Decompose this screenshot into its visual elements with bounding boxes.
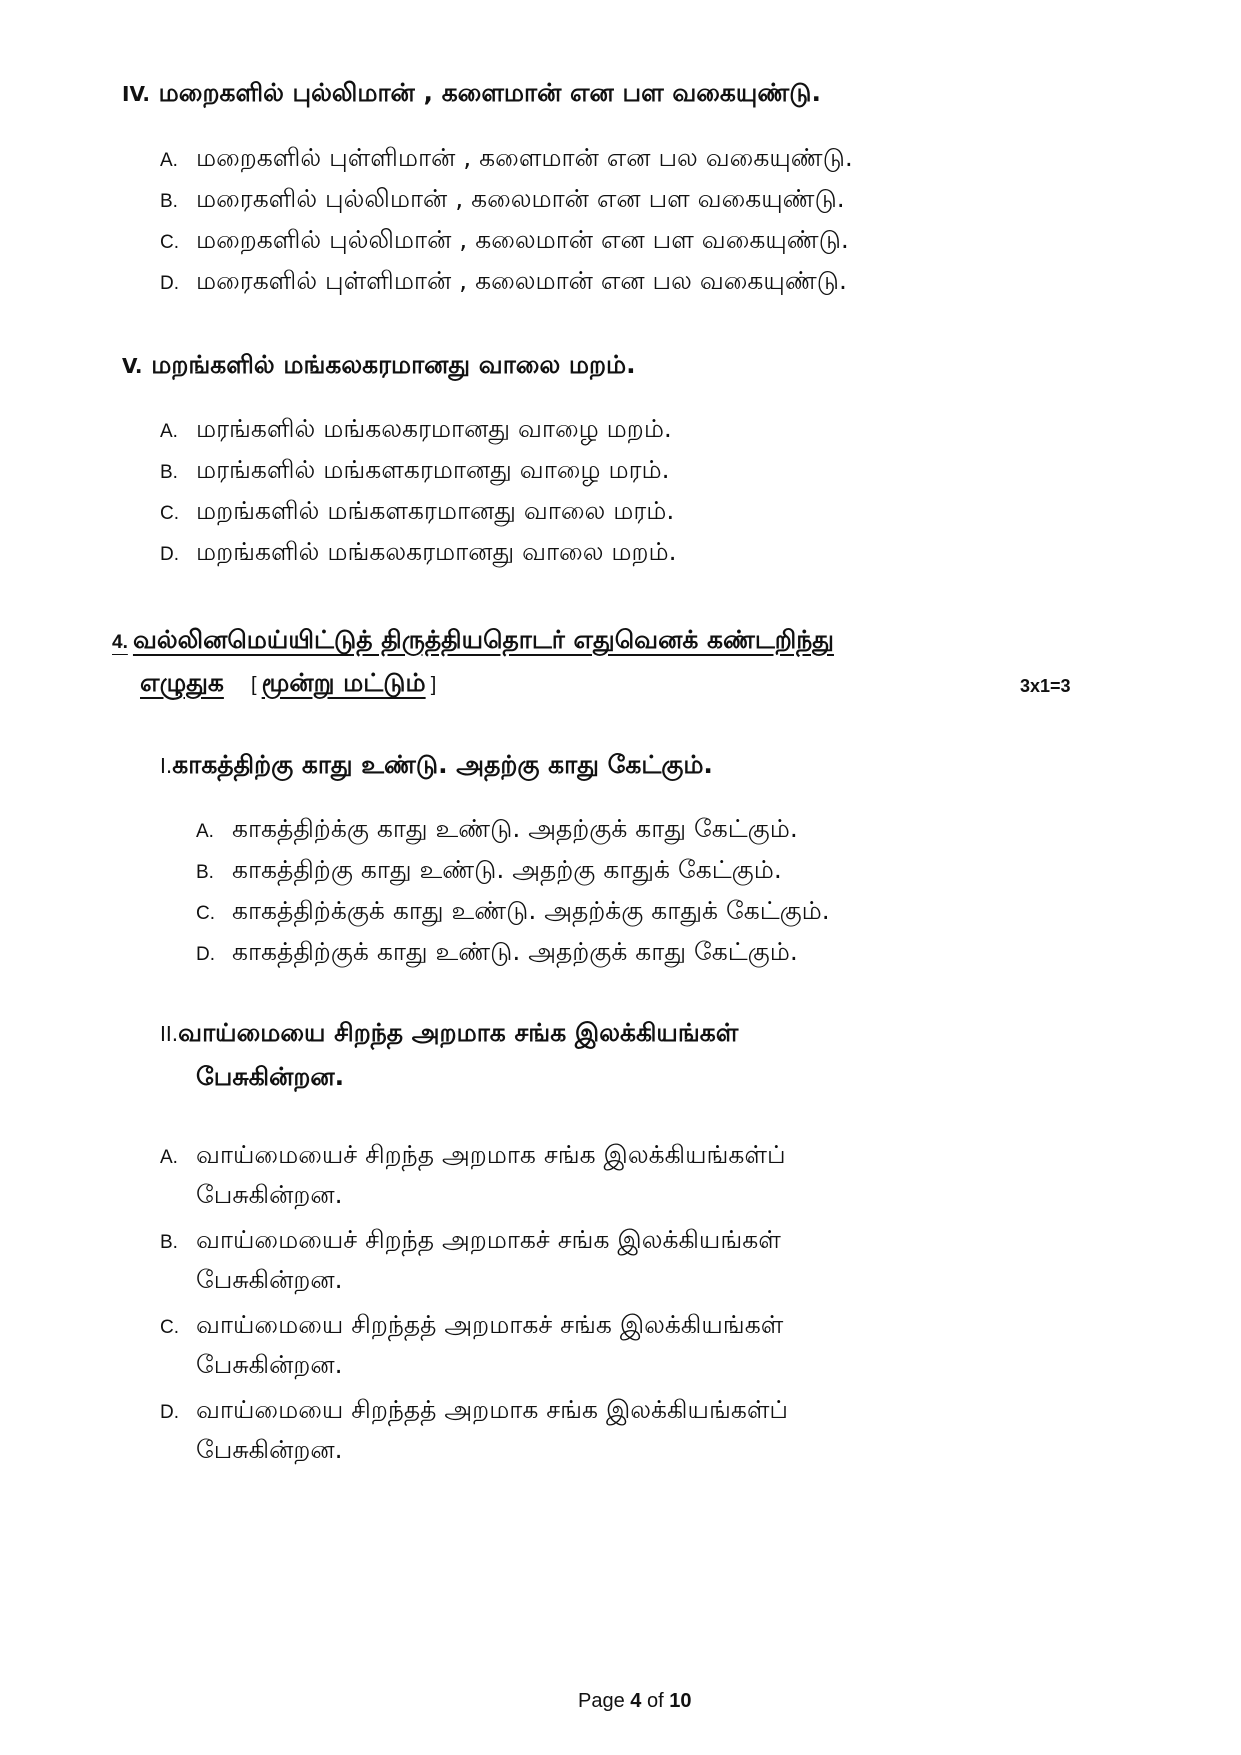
option-letter: A. [196,821,214,842]
option-a [160,1140,786,1173]
option-text: மறங்களில் மங்களகரமானது வாலை மரம். [196,496,675,525]
option-letter: B. [196,862,214,883]
option-letter: A. [160,150,178,171]
option-a [196,814,798,847]
option-text: மரைகளில் புல்லிமான் , கலைமான் என பள வகையுண்டு. [196,184,845,213]
question-text: மறங்களில் மங்கலகரமானது வாலை மறம். [151,350,636,379]
option-text: மரைகளில் புள்ளிமான் , கலைமான் என பல வகையுண்டு. [196,266,847,295]
page-total: 10 [669,1690,692,1712]
page-number: 4 [630,1690,642,1712]
section-4-question-i-heading [160,750,713,783]
question-text: காகத்திற்கு காது உண்டு. அதற்கு காது கேட்கும். [172,750,713,779]
bracket-open: [ [250,674,257,696]
option-d [160,1395,788,1428]
question-text-line1: வாய்மையை சிறந்த அறமாக சங்க இலக்கியங்கள் [178,1018,739,1047]
option-text: வாய்மையை சிறந்தத் அறமாக சங்க இலக்கியங்கள்ப் [196,1395,789,1424]
option-letter: B. [160,191,178,212]
section-4-heading-line2 [140,668,436,701]
option-letter: C. [196,903,215,924]
option-c [196,896,830,929]
option-text: வாய்மையைச் சிறந்த அறமாகச் சங்க இலக்கியங்கள் [196,1225,781,1254]
option-d [160,266,847,299]
option-b [160,455,670,488]
option-letter: C. [160,1317,179,1338]
option-a [160,143,853,176]
option-text: மரங்களில் மங்கலகரமானது வாழை மறம். [196,414,672,443]
question-iv-heading [122,78,821,111]
option-text: மறைகளில் புல்லிமான் , கலைமான் என பள வகையுண்டு. [196,225,849,254]
option-c [160,1310,783,1343]
option-letter: B. [160,1232,178,1253]
section-4-question-ii-heading [160,1018,738,1051]
marks-allocation: 3x1=3 [1020,676,1071,696]
option-text: காகத்திற்க்கு காது உண்டு. அதற்குக் காது கேட்கும். [232,814,798,843]
option-b [160,184,845,217]
section-4-question-ii-line2: பேசுகின்றன. [196,1062,345,1091]
option-b [196,855,782,888]
option-d [196,937,798,970]
bracket-close: ] [430,674,437,696]
option-d [160,537,677,570]
option-text: வாய்மையை சிறந்தத் அறமாகச் சங்க இலக்கியங்கள் [196,1310,784,1339]
page-word: Page [578,1690,625,1712]
option-text: மறைகளில் புள்ளிமான் , களைமான் என பல வகையுண்டு. [196,143,853,172]
option-d-line2: பேசுகின்றன. [196,1435,343,1464]
section-number: 4. [112,632,128,653]
section-4-heading [112,625,834,658]
option-letter: C. [160,232,179,253]
option-letter: D. [160,544,179,565]
question-text: மறைகளில் புல்லிமான் , களைமான் என பள வகையுண்டு. [158,78,821,107]
question-number: V. [122,354,143,378]
option-a-line2: பேசுகின்றன. [196,1180,343,1209]
option-text: மரங்களில் மங்களகரமானது வாழை மரம். [196,455,670,484]
question-number: I. [160,754,173,778]
option-letter: B. [160,462,178,483]
option-text: காகத்திற்க்குக் காது உண்டு. அதற்க்கு காதுக் கேட்கும். [232,896,830,925]
question-number: IV. [122,82,150,106]
option-letter: A. [160,1147,178,1168]
section-title-word: எழுதுக [140,668,224,697]
option-text: வாய்மையைச் சிறந்த அறமாக சங்க இலக்கியங்கள்ப் [196,1140,786,1169]
option-text: காகத்திற்குக் காது உண்டு. அதற்குக் காது கேட்கும். [232,937,798,966]
section-title-line1: வல்லினமெய்யிட்டுத் திருத்தியதொடர் எதுவெனக் கண்டறிந்து [132,625,834,654]
option-letter: D. [160,1402,179,1423]
option-text: காகத்திற்கு காது உண்டு. அதற்கு காதுக் கேட்கும். [232,855,782,884]
page-footer [578,1690,691,1713]
option-letter: D. [196,944,215,965]
option-text: மறங்களில் மங்கலகரமானது வாலை மறம். [196,537,677,566]
option-b [160,1225,781,1258]
option-a [160,414,672,447]
question-v-heading [122,350,636,383]
option-letter: D. [160,273,179,294]
of-word: of [646,1690,664,1712]
option-b-line2: பேசுகின்றன. [196,1265,343,1294]
question-number: II. [160,1022,179,1046]
option-c-line2: பேசுகின்றன. [196,1350,343,1379]
option-c [160,225,849,258]
option-c [160,496,674,529]
section-bracket-text: மூன்று மட்டும் [261,668,426,697]
option-letter: A. [160,421,178,442]
option-letter: C. [160,503,179,524]
